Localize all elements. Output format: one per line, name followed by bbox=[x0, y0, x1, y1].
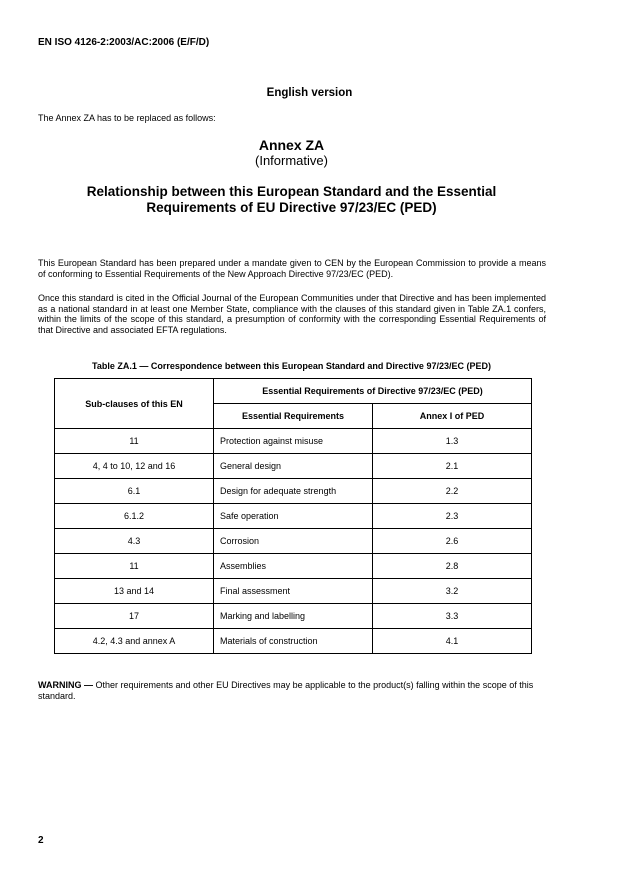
annex-subtitle: (Informative) bbox=[255, 153, 328, 168]
cell-subclause: 6.1.2 bbox=[55, 504, 214, 529]
replace-note: The Annex ZA has to be replaced as follows: bbox=[38, 113, 216, 123]
table-caption: Table ZA.1 — Correspondence between this European Standard and Directive 97/23/EC (PED) bbox=[92, 361, 491, 371]
cell-subclause: 11 bbox=[55, 429, 214, 454]
cell-requirement: Assemblies bbox=[214, 554, 373, 579]
cell-subclause: 4.2, 4.3 and annex A bbox=[55, 629, 214, 654]
cell-annex: 4.1 bbox=[373, 629, 532, 654]
header-annex: Annex I of PED bbox=[373, 404, 532, 429]
table-row bbox=[55, 529, 532, 554]
cell-subclause: 11 bbox=[55, 554, 214, 579]
cell-annex: 3.3 bbox=[373, 604, 532, 629]
paragraph-mandate: This European Standard has been prepared under a mandate given to CEN by the European Commission to provide a means of conforming to Essential Requirements of the New Approach Directive 97/23/EC (PED). bbox=[38, 258, 546, 279]
cell-requirement: Materials of construction bbox=[214, 629, 373, 654]
warning-note bbox=[38, 680, 546, 702]
header-subclauses: Sub-clauses of this EN bbox=[55, 379, 214, 429]
cell-annex: 2.6 bbox=[373, 529, 532, 554]
table-row bbox=[55, 504, 532, 529]
correspondence-table bbox=[54, 378, 532, 654]
table-row bbox=[55, 629, 532, 654]
cell-subclause: 17 bbox=[55, 604, 214, 629]
header-essential-requirements: Essential Requirements bbox=[214, 404, 373, 429]
cell-requirement: Corrosion bbox=[214, 529, 373, 554]
table-row bbox=[55, 604, 532, 629]
cell-requirement: Design for adequate strength bbox=[214, 479, 373, 504]
paragraph-conformity: Once this standard is cited in the Official Journal of the European Communities under that Directive and has been implemented as a national standard in at least one Member State, compliance with the clauses of this standard given in Table ZA.1 confers, within the limits of the scope of this standard, a presumption of conformity with the corresponding Essential Requirements of that Directive and associated EFTA regulations. bbox=[38, 293, 546, 335]
version-heading: English version bbox=[266, 87, 353, 99]
cell-requirement: Protection against misuse bbox=[214, 429, 373, 454]
table-row bbox=[55, 454, 532, 479]
cell-annex: 1.3 bbox=[373, 429, 532, 454]
header-essential-group: Essential Requirements of Directive 97/23/EC (PED) bbox=[214, 379, 532, 404]
page-number: 2 bbox=[38, 835, 44, 846]
document-id: EN ISO 4126-2:2003/AC:2006 (E/F/D) bbox=[38, 37, 210, 48]
cell-subclause: 4, 4 to 10, 12 and 16 bbox=[55, 454, 214, 479]
cell-annex: 2.2 bbox=[373, 479, 532, 504]
cell-annex: 2.3 bbox=[373, 504, 532, 529]
table-header-row bbox=[55, 379, 532, 404]
cell-requirement: Final assessment bbox=[214, 579, 373, 604]
cell-annex: 2.8 bbox=[373, 554, 532, 579]
cell-requirement: General design bbox=[214, 454, 373, 479]
cell-requirement: Marking and labelling bbox=[214, 604, 373, 629]
cell-subclause: 6.1 bbox=[55, 479, 214, 504]
annex-heading: Relationship between this European Standard and the Essential Requirements of EU Directive 97/23/EC (PED) bbox=[86, 184, 497, 215]
cell-annex: 2.1 bbox=[373, 454, 532, 479]
cell-requirement: Safe operation bbox=[214, 504, 373, 529]
annex-title: Annex ZA bbox=[258, 137, 325, 153]
cell-annex: 3.2 bbox=[373, 579, 532, 604]
warning-label: WARNING — bbox=[38, 680, 93, 690]
cell-subclause: 13 and 14 bbox=[55, 579, 214, 604]
table-row bbox=[55, 429, 532, 454]
cell-subclause: 4.3 bbox=[55, 529, 214, 554]
table-row bbox=[55, 554, 532, 579]
table-row bbox=[55, 479, 532, 504]
warning-text: Other requirements and other EU Directives may be applicable to the product(s) falling within the scope of this standard. bbox=[38, 680, 534, 701]
table-row bbox=[55, 579, 532, 604]
